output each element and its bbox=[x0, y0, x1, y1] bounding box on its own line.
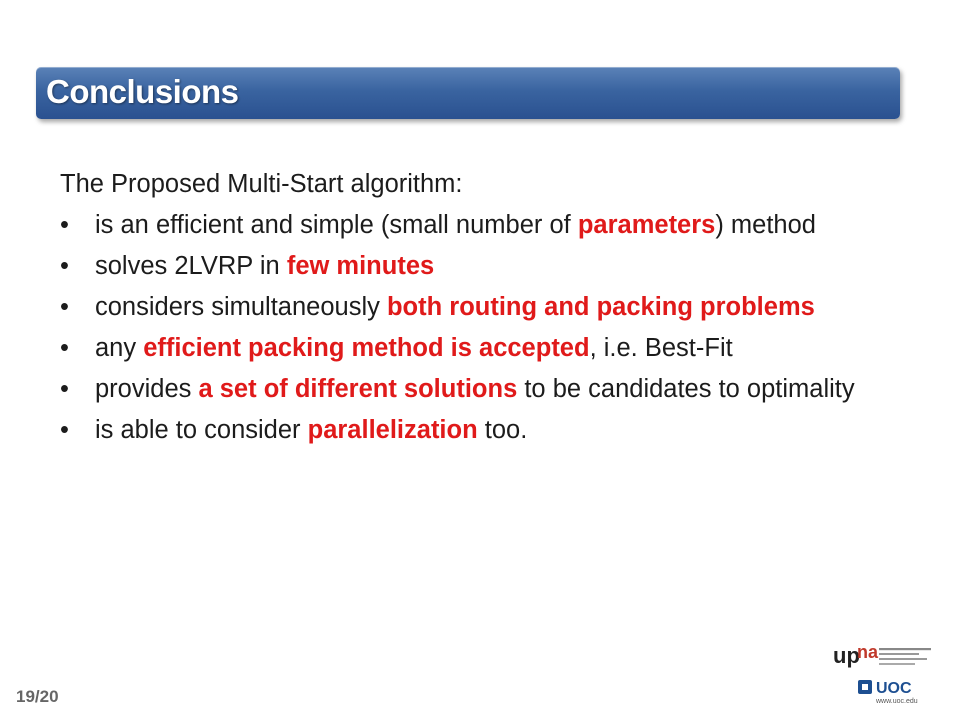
intro-text: The Proposed Multi-Start algorithm: bbox=[60, 170, 463, 198]
bullet-text: considers simultaneously bbox=[95, 293, 387, 321]
bullet-dot-icon: • bbox=[60, 211, 69, 239]
bullet-dot-icon: • bbox=[60, 252, 69, 280]
bullet-item bbox=[60, 293, 860, 322]
bullet-text: any bbox=[95, 334, 144, 362]
bullet-text: is able to consider bbox=[95, 416, 308, 444]
bullet-text: provides bbox=[95, 375, 199, 403]
highlighted-text: few minutes bbox=[286, 252, 435, 280]
bullet-text: solves 2LVRP in bbox=[95, 252, 287, 280]
bullet-item bbox=[60, 211, 860, 240]
bullet-item bbox=[60, 252, 860, 281]
uoc-logo-mark bbox=[862, 684, 868, 690]
bullet-dot-icon: • bbox=[60, 334, 69, 362]
highlighted-text: efficient packing method is accepted bbox=[143, 334, 590, 362]
upna-logo-na: na bbox=[857, 642, 879, 662]
slide-content bbox=[60, 170, 860, 457]
upna-logo-line bbox=[879, 648, 931, 650]
bullet-dot-icon: • bbox=[60, 416, 69, 444]
upna-logo-up: up bbox=[833, 643, 860, 668]
bullet-dot-icon: • bbox=[60, 375, 69, 403]
bullet-item bbox=[60, 375, 860, 404]
highlighted-text: a set of different solutions bbox=[198, 375, 518, 403]
uoc-logo-url: www.uoc.edu bbox=[876, 698, 918, 705]
bullet-dot-icon: • bbox=[60, 293, 69, 321]
slide-title: Conclusions bbox=[46, 73, 239, 110]
bullet-item bbox=[60, 416, 860, 445]
bullet-text: , i.e. Best-Fit bbox=[589, 334, 733, 362]
upna-logo-line bbox=[879, 653, 919, 655]
highlighted-text: parallelization bbox=[307, 416, 478, 444]
upna-logo-line bbox=[879, 663, 915, 665]
bullet-list bbox=[60, 211, 860, 445]
uoc-logo bbox=[858, 676, 940, 706]
highlighted-text: parameters bbox=[577, 211, 716, 239]
bullet-text: ) method bbox=[715, 211, 816, 239]
bullet-text: to be candidates to optimality bbox=[517, 375, 855, 403]
highlighted-text: both routing and packing problems bbox=[386, 293, 815, 321]
title-bar bbox=[36, 67, 900, 119]
bullet-item bbox=[60, 334, 860, 363]
uoc-logo-text: UOC bbox=[876, 680, 912, 697]
bullet-text: too. bbox=[477, 416, 528, 444]
upna-logo bbox=[833, 642, 938, 674]
upna-logo-line bbox=[879, 658, 927, 660]
page-number: 19/20 bbox=[16, 687, 59, 706]
bullet-text: is an efficient and simple (small number of bbox=[95, 211, 578, 239]
